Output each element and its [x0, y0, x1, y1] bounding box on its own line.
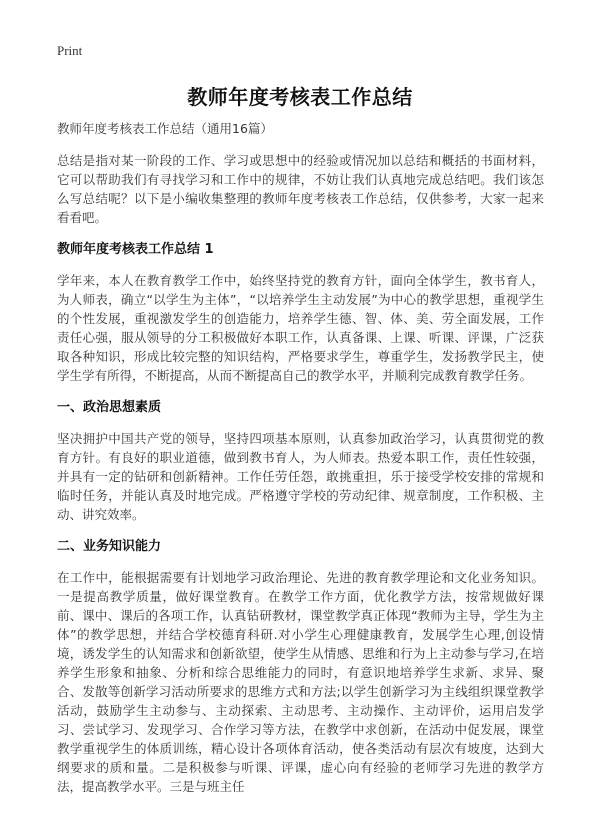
part-heading-professional: 二、业务知识能力 [57, 539, 162, 554]
professional-paragraph: 在工作中，能根据需要有计划地学习政治理论、先进的教育教学理论和文化业务知识。一是提高教学质量，做好课堂教育。在教学工作方面，优化教学方法，按常规做好课前、课中、课后的各项工作，认真钻研教材，课堂教学真正体现“教师为主导，学生为主体”的教学思想，并结合学校德育科研.对小学生心理健康教育，发展学生心理,创设情境，诱发学生的认知需求和创新欲望，使学生从情感、思维和行为上主动参与学习,在培养学生形象和抽象、分析和综合思维能力的同时，有意识地培养学生求新、求异、聚合、发散等创新学习活动所要求的思维方式和方法;以学生创新学习为主线组织课堂教学活动，鼓励学生主动参与、主动探索、主动思考、主动操作、主动评价，运用启发学习、尝试学习、发现学习、合作学习等方法，在教学中求创新，在活动中促发展，课堂教学重视学生的体质训练，精心设计各项体育活动，使各类活动有层次有坡度，达到大纲要求的质和量。二是积极参与听课、评课，虚心向有经验的老师学习先进的教学方法，提高教学水平。三是与班主任 [57, 570, 544, 794]
article-body [57, 120, 544, 810]
political-paragraph: 坚决拥护中国共产党的领导，坚持四项基本原则，认真参加政治学习，认真贯彻党的教育方针。有良好的职业道德，做到教书育人，为人师表。热爱本职工作，责任性较强，并具有一定的钻研和创新精神。工作任劳任怨，敢挑重担，乐于接受学校安排的常规和临时任务，并能认真及时地完成。严格遵守学校的劳动纪律、规章制度，工作积极、主动、讲究效率。 [57, 431, 544, 522]
article-subtitle: 教师年度考核表工作总结（通用16篇） [57, 121, 273, 136]
part-heading-political: 一、政治思想素质 [57, 400, 162, 415]
section-heading-1: 教师年度考核表工作总结 1 [57, 242, 214, 257]
section-1-paragraph: 学年来，本人在教育教学工作中，始终坚持党的教育方针，面向全体学生，教书育人，为人师表，确立“以学生为主体”，“以培养学生主动发展”为中心的教学思想，重视学生的个性发展，重视激发学生的创造能力，培养学生德、智、体、美、劳全面发展，工作责任心强，服从领导的分工积极做好本职工作，认真备课、上课、听课、评课，广泛获取各种知识，形成比较完整的知识结构，严格要求学生，尊重学生，发扬教学民主，使学生学有所得，不断提高，从而不断提高自己的教学水平，并顺利完成教育教学任务。 [57, 273, 544, 383]
page-title: 教师年度考核表工作总结 [187, 85, 413, 109]
print-link[interactable]: Print [57, 43, 83, 58]
intro-paragraph: 总结是指对某一阶段的工作、学习或思想中的经验或情况加以总结和概括的书面材料，它可以帮助我们有寻找学习和工作中的规律，不妨让我们认真地完成总结吧。我们该怎么写总结呢？以下是小编收集整理的教师年度考核表工作总结，仅供参考，大家一起来看看吧。 [57, 153, 544, 225]
